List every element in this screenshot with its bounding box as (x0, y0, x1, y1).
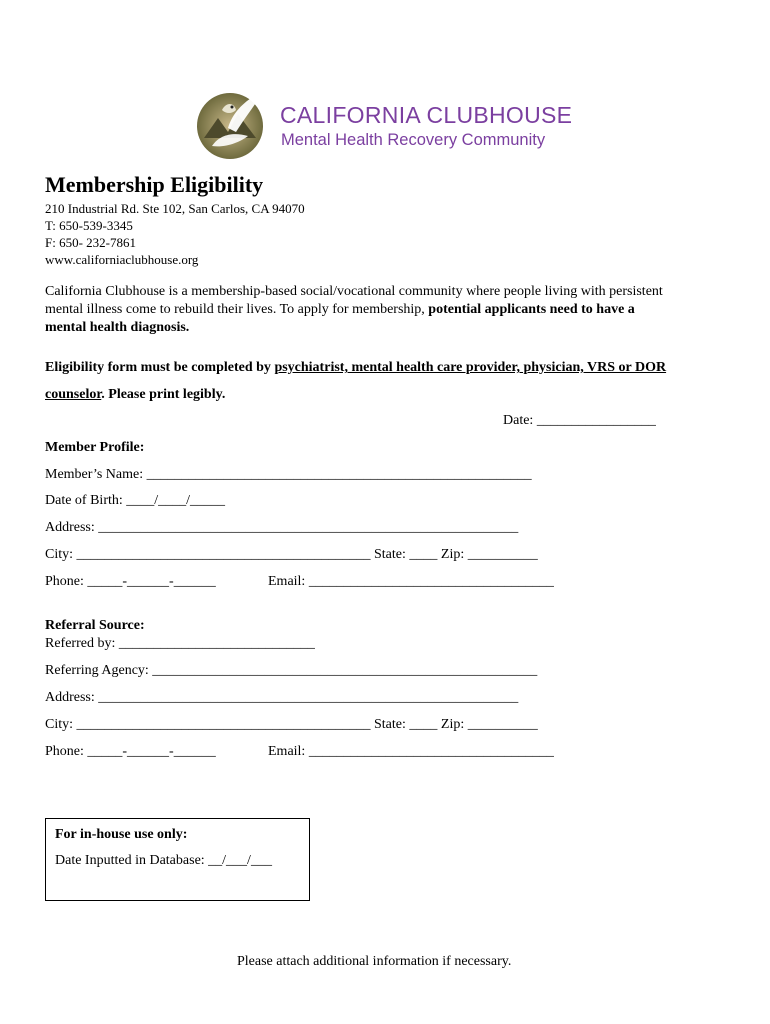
member-address-field[interactable]: Address: ____________________________________________________________ (45, 520, 519, 535)
member-city-state-zip-field[interactable]: City: __________________________________________ State: ____ Zip: __________ (45, 547, 538, 562)
intro-line-2-bold: potential applicants need to have a (428, 302, 635, 317)
referred-by-field[interactable]: Referred by: ____________________________ (45, 636, 315, 651)
logo-subtitle: Mental Health Recovery Community (281, 131, 546, 149)
member-dob-field[interactable]: Date of Birth: ____/____/_____ (45, 493, 226, 508)
referral-heading: Referral Source: (45, 618, 145, 633)
eligibility-line-2 (45, 387, 225, 403)
intro-line-2 (45, 302, 635, 318)
intro-line-3: mental health diagnosis. (45, 320, 190, 335)
referral-email-field[interactable]: Email: ___________________________________ (268, 744, 554, 759)
eligibility-lead: Eligibility form must be completed by (45, 360, 275, 375)
eligibility-providers: psychiatrist, mental health care provider, physician, VRS or DOR (274, 360, 667, 375)
member-profile-heading: Member Profile: (45, 440, 145, 455)
member-email-field[interactable]: Email: ___________________________________ (268, 574, 554, 589)
in-house-box (45, 818, 310, 901)
referral-address-field[interactable]: Address: ____________________________________________________________ (45, 690, 519, 705)
contact-phone: T: 650-539-3345 (45, 218, 133, 233)
eligibility-counselor: counselor (45, 387, 102, 402)
footer-note: Please attach additional information if necessary. (237, 954, 512, 969)
bird-emblem-icon (194, 88, 266, 160)
in-house-heading: For in-house use only: (55, 827, 188, 842)
clubhouse-logo (190, 86, 590, 168)
logo-title: CALIFORNIA CLUBHOUSE (280, 102, 573, 128)
member-name-field[interactable]: Member’s Name: _______________________________________________________ (45, 467, 532, 482)
contact-address: 210 Industrial Rd. Ste 102, San Carlos, CA 94070 (45, 201, 305, 216)
referral-city-state-zip-field[interactable]: City: __________________________________________ State: ____ Zip: __________ (45, 717, 538, 732)
intro-line-1: California Clubhouse is a membership-based social/vocational community where people living with persistent (45, 284, 663, 299)
referral-phone-field[interactable]: Phone: _____-______-______ (45, 744, 216, 759)
eligibility-line-1 (45, 360, 666, 376)
member-phone-field[interactable]: Phone: _____-______-______ (45, 574, 216, 589)
page-title: Membership Eligibility (45, 172, 264, 197)
contact-website[interactable]: www.californiaclubhouse.org (45, 252, 199, 267)
date-inputted-field[interactable]: Date Inputted in Database: __/___/___ (55, 853, 272, 868)
eligibility-tail: . Please print legibly. (101, 387, 226, 402)
referring-agency-field[interactable]: Referring Agency: _______________________________________________________ (45, 663, 538, 678)
intro-line-2-plain: mental illness come to rebuild their lives. To apply for membership, (45, 302, 429, 317)
date-field[interactable]: Date: _________________ (503, 413, 656, 428)
contact-fax: F: 650- 232-7861 (45, 235, 136, 250)
